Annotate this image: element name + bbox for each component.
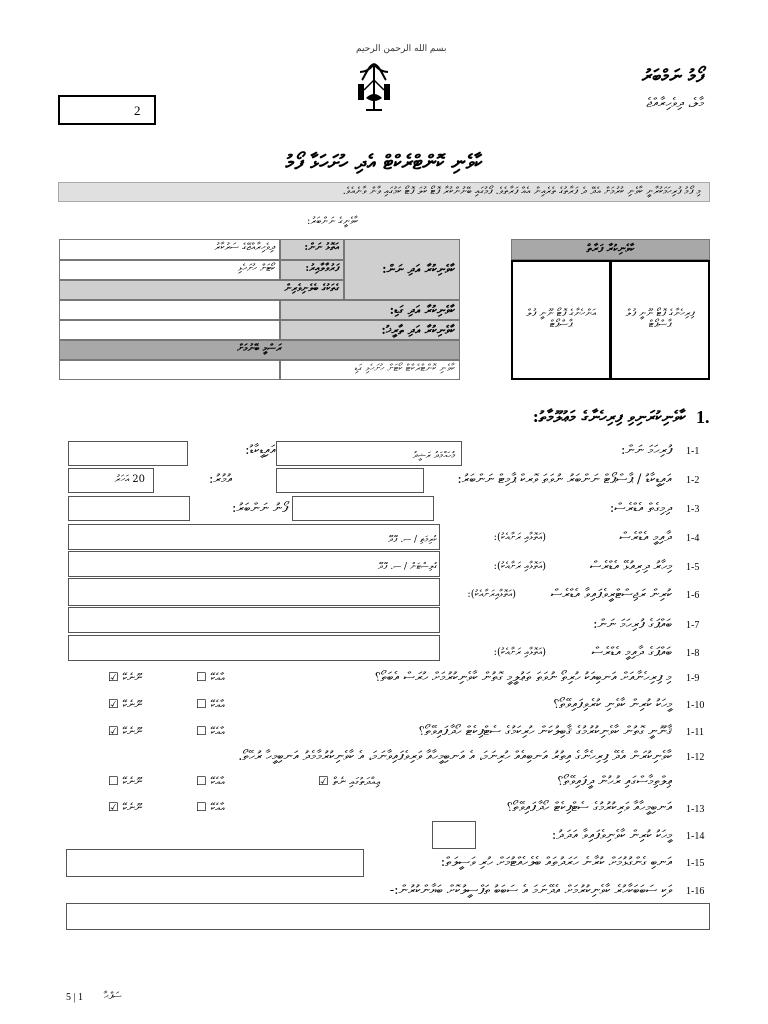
header-right-subtitle: މާލެ، ދިވެހިރާއްޖެ: [646, 96, 704, 111]
checkbox-checked-icon: ☑: [108, 724, 119, 738]
question-label: ބައްޕަގެ ދާއިމީ އެޑްރެސް: [591, 645, 672, 660]
checkbox-icon: ☐: [196, 724, 207, 738]
current-address-input[interactable]: [292, 496, 434, 521]
question-label: ކާވެނިކުރަން އެދޭ ފިރިހެނާގެ އިތުރު އަނބިއެއް ހުރިނަމަ، އެ އަނބިމީހާއާ ވަރިވެފައިވާނަމަ، އެ ކާވެނިކުރުމާމެދު އަނބިމީހާ ރުހޭތޯ.: [238, 749, 672, 764]
father-address-input[interactable]: [68, 635, 440, 661]
question-label: މީހަކު ކުރިން ކާވެނި ކުރެވިފައިވޭތޯ؟: [553, 697, 672, 712]
question-note: (އަތޮޅާއިރަށާއެކު):: [467, 589, 516, 600]
question-number: 1-10: [686, 700, 705, 711]
question-number: 1-12: [686, 752, 705, 763]
office-date-value[interactable]: [59, 320, 280, 340]
question-label: ފުރިހަމަ ނަން:: [620, 443, 672, 458]
full-name-value: މުހައްމަދު ރަޝީދު: [412, 451, 455, 461]
page-title: ކާވެނި ކޮންޓްރެކްޓް އެދި ހުށަހަޅާ ފޯމު: [285, 150, 483, 174]
office-time-label: ކާވެނިކުރާ އަދި ގަޑި:: [280, 300, 460, 320]
yes-checkbox[interactable]: ☐ އާއެކޭ: [196, 774, 225, 788]
header-right-title: ފޯމު ނަމްބަރު: [641, 66, 704, 87]
question-label: ދިމިގެތް އެޑްރެސް:: [609, 501, 672, 516]
office-date-label: ކާވެނިކުރާ އަދި ތާރީޚު:: [280, 320, 460, 340]
support-means-input[interactable]: [66, 849, 364, 877]
question-label: މި ފިރިހެނާއަށް އަނބިއަކު ހުރިތޯ ނުވަތަ ތަޢުލީމީ ގޮތުން ކާވެނިކުރުމަށް ހުރަސް އެބަތޯ؟: [374, 670, 672, 685]
question-note: (އަތޮޅާއި ރަށާއެކު):: [493, 647, 546, 658]
question-label-line2: ޢިލްތިމާސްގައި ރުހުން ދީފައިވޭތޯ؟: [557, 774, 672, 789]
question-number: 1-7: [686, 620, 700, 631]
section-title: ކާވެނިކުރަނިވި ފިރިހެނާގެ މަޢުލޫމާތު:: [532, 407, 686, 426]
registered-address-input[interactable]: [68, 578, 440, 606]
question-number: 1-3: [686, 504, 700, 515]
question-label: މިހާރު ދިރިއުޅޭ އެޑްރެސް: [589, 559, 672, 574]
age-value: 20 އަހަރު: [114, 474, 145, 485]
office-value-2: ކޯޓަށް ހުށަހެޅި: [59, 260, 280, 280]
aux-label: އުމުރު:: [209, 472, 232, 487]
question-number: 1-9: [686, 673, 700, 684]
question-label: ދާއިމީ އެޑްރެސް: [619, 530, 672, 545]
notice-bar: [58, 182, 710, 202]
form-number-box: [58, 95, 156, 125]
checkbox-icon: ☐: [196, 774, 207, 788]
question-note: (އަތޮޅާއި ރަށާއެކު):: [493, 561, 546, 572]
notice-text: މި ފޯމު ފުރިހަމަކުރާނީ ކާވެނި ކުރުމަށް އެދޭ ދެ ފަރާތުގެ ތެރެއިން އެއް ފަރާތެވެ. ފޯމުގައި ބޭނުންކުރާ ފޮޓޯ ކުލަ ފޮޓޯ ކަމުގައި ވާން ވާނެއެވެ.: [342, 186, 701, 197]
living-address-value: ގުލިސްޓަން / ސ. ފޭދޫ: [377, 562, 437, 572]
checkbox-checked-icon: ☑: [108, 800, 119, 814]
groom-photo-label: ފިރިހެނާގެ ފޮޓޯ ނޫނީ ފުލް ޕާސްޕޯޓް: [625, 308, 695, 330]
passport-number-input[interactable]: [276, 468, 424, 493]
yes-checkbox[interactable]: ☐ އާއެކޭ: [196, 800, 225, 814]
question-number: 1-15: [686, 858, 705, 869]
checkbox-icon: ☐: [196, 670, 207, 684]
no-checkbox[interactable]: ☑ ނޫނެކޭ: [108, 697, 143, 711]
question-number: 1-2: [686, 475, 700, 486]
aux-label: އައިޑީކާޑު:: [245, 443, 276, 458]
marriage-count-input[interactable]: [432, 821, 476, 849]
question-number: 1-5: [686, 562, 700, 573]
checkbox-checked-icon: ☑: [108, 670, 119, 684]
groom-photo-box[interactable]: [610, 260, 710, 380]
section-number: 1.: [696, 407, 710, 427]
question-number: 1-4: [686, 533, 700, 544]
maldives-emblem-icon: [352, 60, 396, 116]
no-checkbox[interactable]: ☑ ނޫނެކޭ: [108, 670, 143, 684]
office-footer-label: ކާވެނި ކޮންޓްރެކްޓް ކޯޓަށް ހުށަހެޅި ގަޑި: [280, 360, 460, 380]
aux-label: ފޯނު ނަންބަރު:: [232, 501, 288, 516]
question-label: އައިޑީކާޑު / ޕާސްޕޯޓް ނަންބަރު ނުވަތަ ވޮރކް ޕާމިޓް ނަންބަރު:: [457, 472, 672, 487]
question-number: 1-8: [686, 648, 700, 659]
bride-photo-box[interactable]: [511, 260, 611, 380]
question-number: 1-14: [686, 831, 705, 842]
yes-checkbox[interactable]: ☐ އާއެކޭ: [196, 724, 225, 738]
checkbox-checked-icon: ☑: [108, 697, 119, 711]
question-note: (އަތޮޅާއި ރަށާއެކު):: [493, 532, 546, 543]
phone-input[interactable]: [68, 496, 190, 521]
yes-checkbox[interactable]: ☐ އާއެކޭ: [196, 697, 225, 711]
question-number: 1-1: [686, 446, 700, 457]
not-in-iddah-checkbox[interactable]: ☑ ޢިއްދަތުގައި ނެތް: [318, 774, 381, 788]
office-footer-value[interactable]: [59, 360, 280, 380]
office-label-1: އަތޮޅު ނަން:: [280, 239, 344, 260]
checkbox-checked-icon: ☑: [318, 774, 329, 788]
form-number: 2: [134, 103, 141, 118]
id-card-input[interactable]: [68, 441, 188, 466]
page-number: 5 | 1: [66, 992, 84, 1003]
question-label: ވަކި ސަބަބަކާހުރެ ކާވެނިކުރުމަށް އެދޭނަމަ އެ ސަބަބު ތަފްސީލުކޮށް ބަޔާންކުރުން:-: [389, 883, 672, 898]
office-time-value[interactable]: [59, 300, 280, 320]
living-address-input[interactable]: [68, 551, 440, 577]
question-label: އަނބި ގެންގުޅުމަށް ކުރާނެ ހަރަދުތައް ބެލެހެއްޓުމަށް ހުރި ވަސީލަތް:: [440, 855, 672, 870]
no-checkbox[interactable]: ☑ ނޫނެކޭ: [108, 800, 143, 814]
no-checkbox[interactable]: ☐ ނޫނެކޭ: [108, 774, 143, 788]
full-name-input[interactable]: [276, 441, 462, 466]
office-head-label: ކާވެނިކުރާ އަދި ނަން:: [344, 239, 460, 300]
bismillah: بسم الله الرحمن الرحيم: [356, 44, 447, 54]
question-number: 1-13: [686, 804, 705, 815]
reason-details-input[interactable]: [66, 903, 710, 930]
office-value-3: ގެތަކުގެ ބެލެނިވެރިން: [59, 280, 344, 300]
checkbox-icon: ☐: [108, 774, 119, 788]
question-number: 1-16: [686, 886, 705, 897]
office-label-2: ފަރުވާލާއިރު:: [280, 260, 344, 280]
office-value-1: ދިވެހިރާއްޖޭގެ ސަރުކާރު: [59, 239, 280, 260]
question-label: ޤާނޫނީ ގޮތުން ކާވެނިކުރުމުގެ ޤާބިލުކަން ހުރިކަމުގެ ސެޓްފިކެޓް ހޯދާފައިވޭތޯ؟: [418, 724, 672, 739]
checkbox-icon: ☐: [196, 800, 207, 814]
page-label: ސަފްޙާ: [104, 991, 122, 1002]
question-number: 1-11: [686, 727, 704, 738]
permanent-address-value: ކުރިމަތި / ސ. ފޭދޫ: [387, 535, 437, 545]
question-label: މީހަކު ކުރިން ކާވެނިވެފައިވާ އަދަދު:: [551, 828, 672, 843]
question-label: ކުރިން ރަޖިސްޓްރީވެފައިވާ އެޑްރެސް: [550, 587, 672, 602]
official-use-header: ރަސްމީ ބޭނުމަށް: [59, 340, 460, 360]
yes-checkbox[interactable]: ☐ އާއެކޭ: [196, 670, 225, 684]
question-label: އަނބިމީހާއާ ވަރިކުރުމުގެ ސެޓްފިކެޓް ހޯދާފައިވޭތޯ؟: [506, 800, 672, 815]
question-number: 1-6: [686, 590, 700, 601]
office-label: ކާވެނީގެ ނަންބަރު:: [307, 216, 358, 227]
age-input[interactable]: [68, 468, 154, 493]
no-checkbox[interactable]: ☑ ނޫނެކޭ: [108, 724, 143, 738]
checkbox-icon: ☐: [196, 697, 207, 711]
photo-box-title: ކާވެނިކުރާ ފަރާތް: [511, 239, 710, 260]
bride-photo-label: އަންހެނާގެ ފޮޓޯ ނޫނީ ފުލް ޕާސްޕޯޓް: [526, 308, 596, 330]
question-label: ބައްޕަގެ ފުރިހަމަ ނަން:: [593, 617, 672, 632]
father-name-input[interactable]: [68, 607, 440, 633]
permanent-address-input[interactable]: [68, 524, 440, 550]
